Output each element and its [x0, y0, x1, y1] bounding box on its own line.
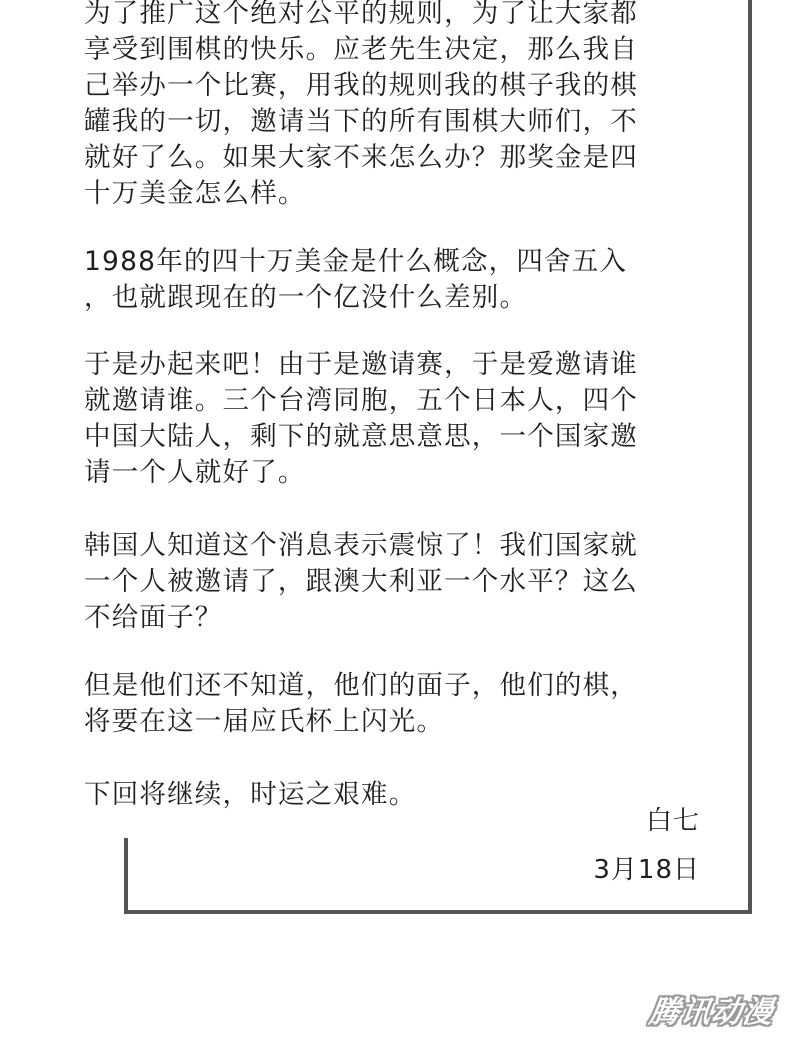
text-line: 但是他们还不知道，他们的面子，他们的棋， — [84, 670, 638, 701]
text-line: 就邀请谁。三个台湾同胞，五个日本人，四个 — [84, 385, 638, 416]
watermark-logo: 腾讯动漫 — [647, 995, 776, 1030]
text-line: 为了推广这个绝对公平的规则，为了让大家都 — [84, 0, 638, 29]
text-line: 韩国人知道这个消息表示震惊了！我们国家就 — [84, 530, 638, 561]
date-stamp: 3月18日 — [593, 855, 700, 885]
text-line: 十万美金怎么样。 — [84, 178, 306, 209]
text-line: 罐我的一切，邀请当下的所有围棋大师们，不 — [84, 106, 638, 137]
text-line: 一个人被邀请了，跟澳大利亚一个水平？这么 — [84, 566, 638, 597]
author-signature: 白七 — [645, 806, 700, 836]
text-line: 请一个人就好了。 — [84, 457, 306, 488]
text-line: 不给面子？ — [84, 602, 223, 633]
frame-left-edge — [124, 838, 128, 914]
text-line: 将要在这一届应氏杯上闪光。 — [84, 706, 445, 737]
text-line: 1988年的四十万美金是什么概念，四舍五入 — [84, 246, 628, 277]
text-line: ，也就跟现在的一个亿没什么差别。 — [84, 282, 528, 313]
text-line: 下回将继续，时运之艰难。 — [84, 779, 417, 810]
text-line: 己举办一个比赛，用我的规则我的棋子我的棋 — [84, 70, 638, 101]
text-line: 就好了么。如果大家不来怎么办？那奖金是四 — [84, 142, 638, 173]
text-line: 中国大陆人，剩下的就意思意思，一个国家邀 — [84, 421, 638, 452]
text-line: 享受到围棋的快乐。应老先生决定，那么我自 — [84, 34, 638, 65]
text-line: 于是办起来吧！由于是邀请赛，于是爱邀请谁 — [84, 349, 638, 380]
